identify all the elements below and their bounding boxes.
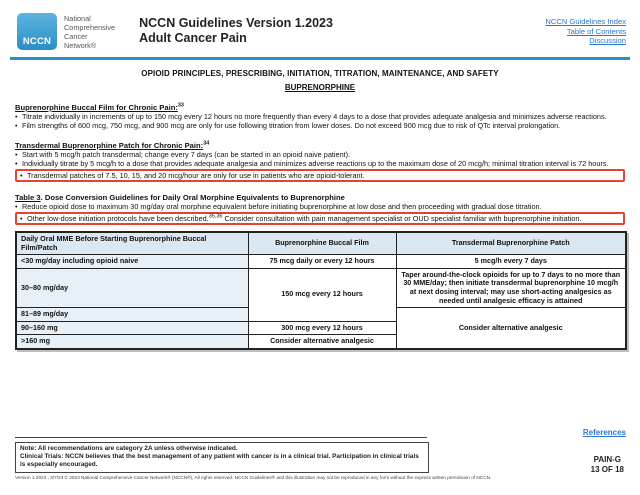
bullet-marker: • — [15, 150, 18, 159]
table-cell-mme: <30 mg/day including opioid naive — [16, 255, 248, 269]
bullet-text: Titrate individually in increments of up to 150 mcg every 12 hours no more frequently than every 4 days to a dose that provides adequate analgesia and minimizes adverse reactions. — [22, 112, 607, 121]
table-cell-mme: 90–160 mg — [16, 321, 248, 335]
table-cell-patch: Consider alternative analgesic — [396, 308, 626, 349]
highlight-box-opioid-tolerant — [15, 169, 625, 182]
table-cell-mme: 81–89 mg/day — [16, 308, 248, 322]
table-header-mme: Daily Oral MME Before Starting Buprenorphine Buccal Film/Patch — [16, 232, 248, 255]
highlighted-bullet-part1: Other low-dose initiation protocols have been described. — [27, 214, 209, 223]
bullet-marker: • — [15, 121, 18, 130]
note-box — [15, 442, 429, 473]
bullet-text: Reduce opioid dose to maximum 30 mg/day oral morphine equivalent before initiating buprenorphine at low dose and then proceeding with gradual dose titration. — [22, 202, 542, 211]
bullet-text: Film strengths of 600 mcg, 750 mcg, and 900 mcg are only for use following titration from lower doses. Do not exceed 900 mcg due to risk of QTc interval prolongation. — [22, 121, 561, 130]
section-table3 — [15, 193, 625, 350]
bullet-item — [15, 121, 625, 130]
table-cell-film: 150 mcg every 12 hours — [248, 268, 396, 321]
reference-superscript: 33 — [177, 102, 184, 109]
bullet-item — [20, 171, 620, 180]
table3-heading-label: Table 3 — [15, 193, 41, 202]
org-name-line: Cancer — [64, 32, 88, 41]
table-row — [16, 255, 626, 269]
note-line-category: Note: All recommendations are category 2A unless otherwise indicated. — [20, 445, 238, 452]
highlighted-bullet-text: Transdermal patches of 7.5, 10, 15, and 20 mcg/hour are only for use in patients who are opioid-tolerant. — [27, 171, 365, 180]
page-title: Adult Cancer Pain — [139, 31, 247, 45]
nccn-logo-text: NCCN — [22, 36, 52, 47]
discussion-link[interactable]: Discussion — [589, 36, 626, 45]
table-cell-patch: 5 mcg/h every 7 days — [396, 255, 626, 269]
org-name-line: Network® — [64, 41, 97, 50]
table-header-buccal-film: Buprenorphine Buccal Film — [248, 232, 396, 255]
table-cell-film: Consider alternative analgesic — [248, 335, 396, 349]
highlight-box-low-dose-protocols — [15, 212, 625, 225]
content — [0, 69, 640, 350]
bullet-marker: • — [15, 202, 18, 211]
reference-superscript: 35,36 — [208, 213, 223, 220]
section-heading-text: Buprenorphine Buccal Film for Chronic Pain: — [15, 103, 178, 112]
footer — [0, 426, 640, 495]
org-name — [64, 13, 115, 50]
table3-heading-rest: . Dose Conversion Guidelines for Daily Oral Morphine Equivalents to Buprenorphine — [40, 193, 345, 202]
table3-heading — [15, 193, 625, 202]
section-heading-text: Transdermal Buprenorphine Patch for Chronic Pain: — [15, 141, 204, 150]
bullet-marker: • — [15, 159, 18, 168]
table-cell-patch: Taper around-the-clock opioids for up to 7 days to no more than 30 MME/day; then initiate transdermal buprenorphine 10 mcg/h at next dosing interval; may use short-acting analgesics as needed until analgesic efficacy is attained — [396, 268, 626, 307]
table-cell-mme: >160 mg — [16, 335, 248, 349]
dose-conversion-table — [15, 231, 627, 350]
section-buccal-film — [15, 103, 625, 130]
table-header-row — [16, 232, 626, 255]
table-of-contents-link[interactable]: Table of Contents — [566, 26, 626, 36]
bullet-text: Start with 5 mcg/h patch transdermal; change every 7 days (can be started in an opioid naive patient). — [22, 150, 351, 159]
bullet-marker: • — [20, 171, 23, 180]
page-id-block — [591, 455, 624, 474]
page-code: PAIN-G — [593, 455, 622, 464]
table-cell-mme: 30–80 mg/day — [16, 268, 248, 307]
table-cell-film: 75 mcg daily or every 12 hours — [248, 255, 396, 269]
bullet-text: Individually titrate by 5 mcg/h to a dose that provides adequate analgesia and minimizes adverse reactions up to the maximum dose of 20 mcg/h; minimal titration interval is 72 hours. — [22, 159, 609, 168]
nccn-logo — [17, 13, 57, 50]
bullet-item — [15, 150, 625, 159]
main-heading: OPIOID PRINCIPLES, PRESCRIBING, INITIATION, TITRATION, MAINTENANCE, AND SAFETY — [141, 69, 499, 78]
section-transdermal-patch — [15, 141, 625, 182]
bullet-item — [15, 159, 625, 168]
bullet-item — [20, 214, 620, 223]
bullet-item — [15, 202, 625, 211]
header-links — [545, 13, 626, 46]
footer-divider — [15, 437, 427, 438]
bullet-marker: • — [20, 214, 23, 223]
table-row — [16, 268, 626, 307]
bullet-marker: • — [15, 112, 18, 121]
note-line-clinical-trials: Clinical Trials: NCCN believes that the best management of any patient with cancer is in a clinical trial. Participation in clinical trials is especially encouraged. — [20, 453, 419, 469]
sub-heading: BUPRENORPHINE — [284, 83, 356, 92]
bullet-item — [15, 112, 625, 121]
page-number: 13 OF 18 — [590, 464, 624, 474]
references-link[interactable]: References — [582, 428, 626, 437]
title-block — [139, 13, 333, 46]
highlighted-bullet-text — [27, 214, 620, 223]
header-rule — [10, 57, 630, 60]
highlighted-bullet-part2: Consider consultation with pain management specialist or OUD specialist familiar with buprenorphine initiation. — [222, 214, 582, 223]
org-name-line: National — [64, 14, 91, 23]
guidelines-index-link[interactable]: NCCN Guidelines Index — [545, 17, 626, 26]
header — [0, 0, 640, 50]
reference-superscript: 34 — [203, 140, 210, 147]
table-cell-film: 300 mcg every 12 hours — [248, 321, 396, 335]
section-heading — [15, 141, 625, 150]
section-heading — [15, 103, 625, 112]
version-text: Version 1.2023 , 3/7/23 © 2023 National Comprehensive Cancer Network® (NCCN®), All rights reserved. NCCN Guidelines® and this illustration may not be reproduced in any form without the express written permission of NCCN. — [15, 475, 492, 480]
guidelines-version-title: NCCN Guidelines Version 1.2023 — [139, 16, 333, 30]
org-name-line: Comprehensive — [64, 23, 116, 32]
table-header-patch: Transdermal Buprenorphine Patch — [396, 232, 626, 255]
